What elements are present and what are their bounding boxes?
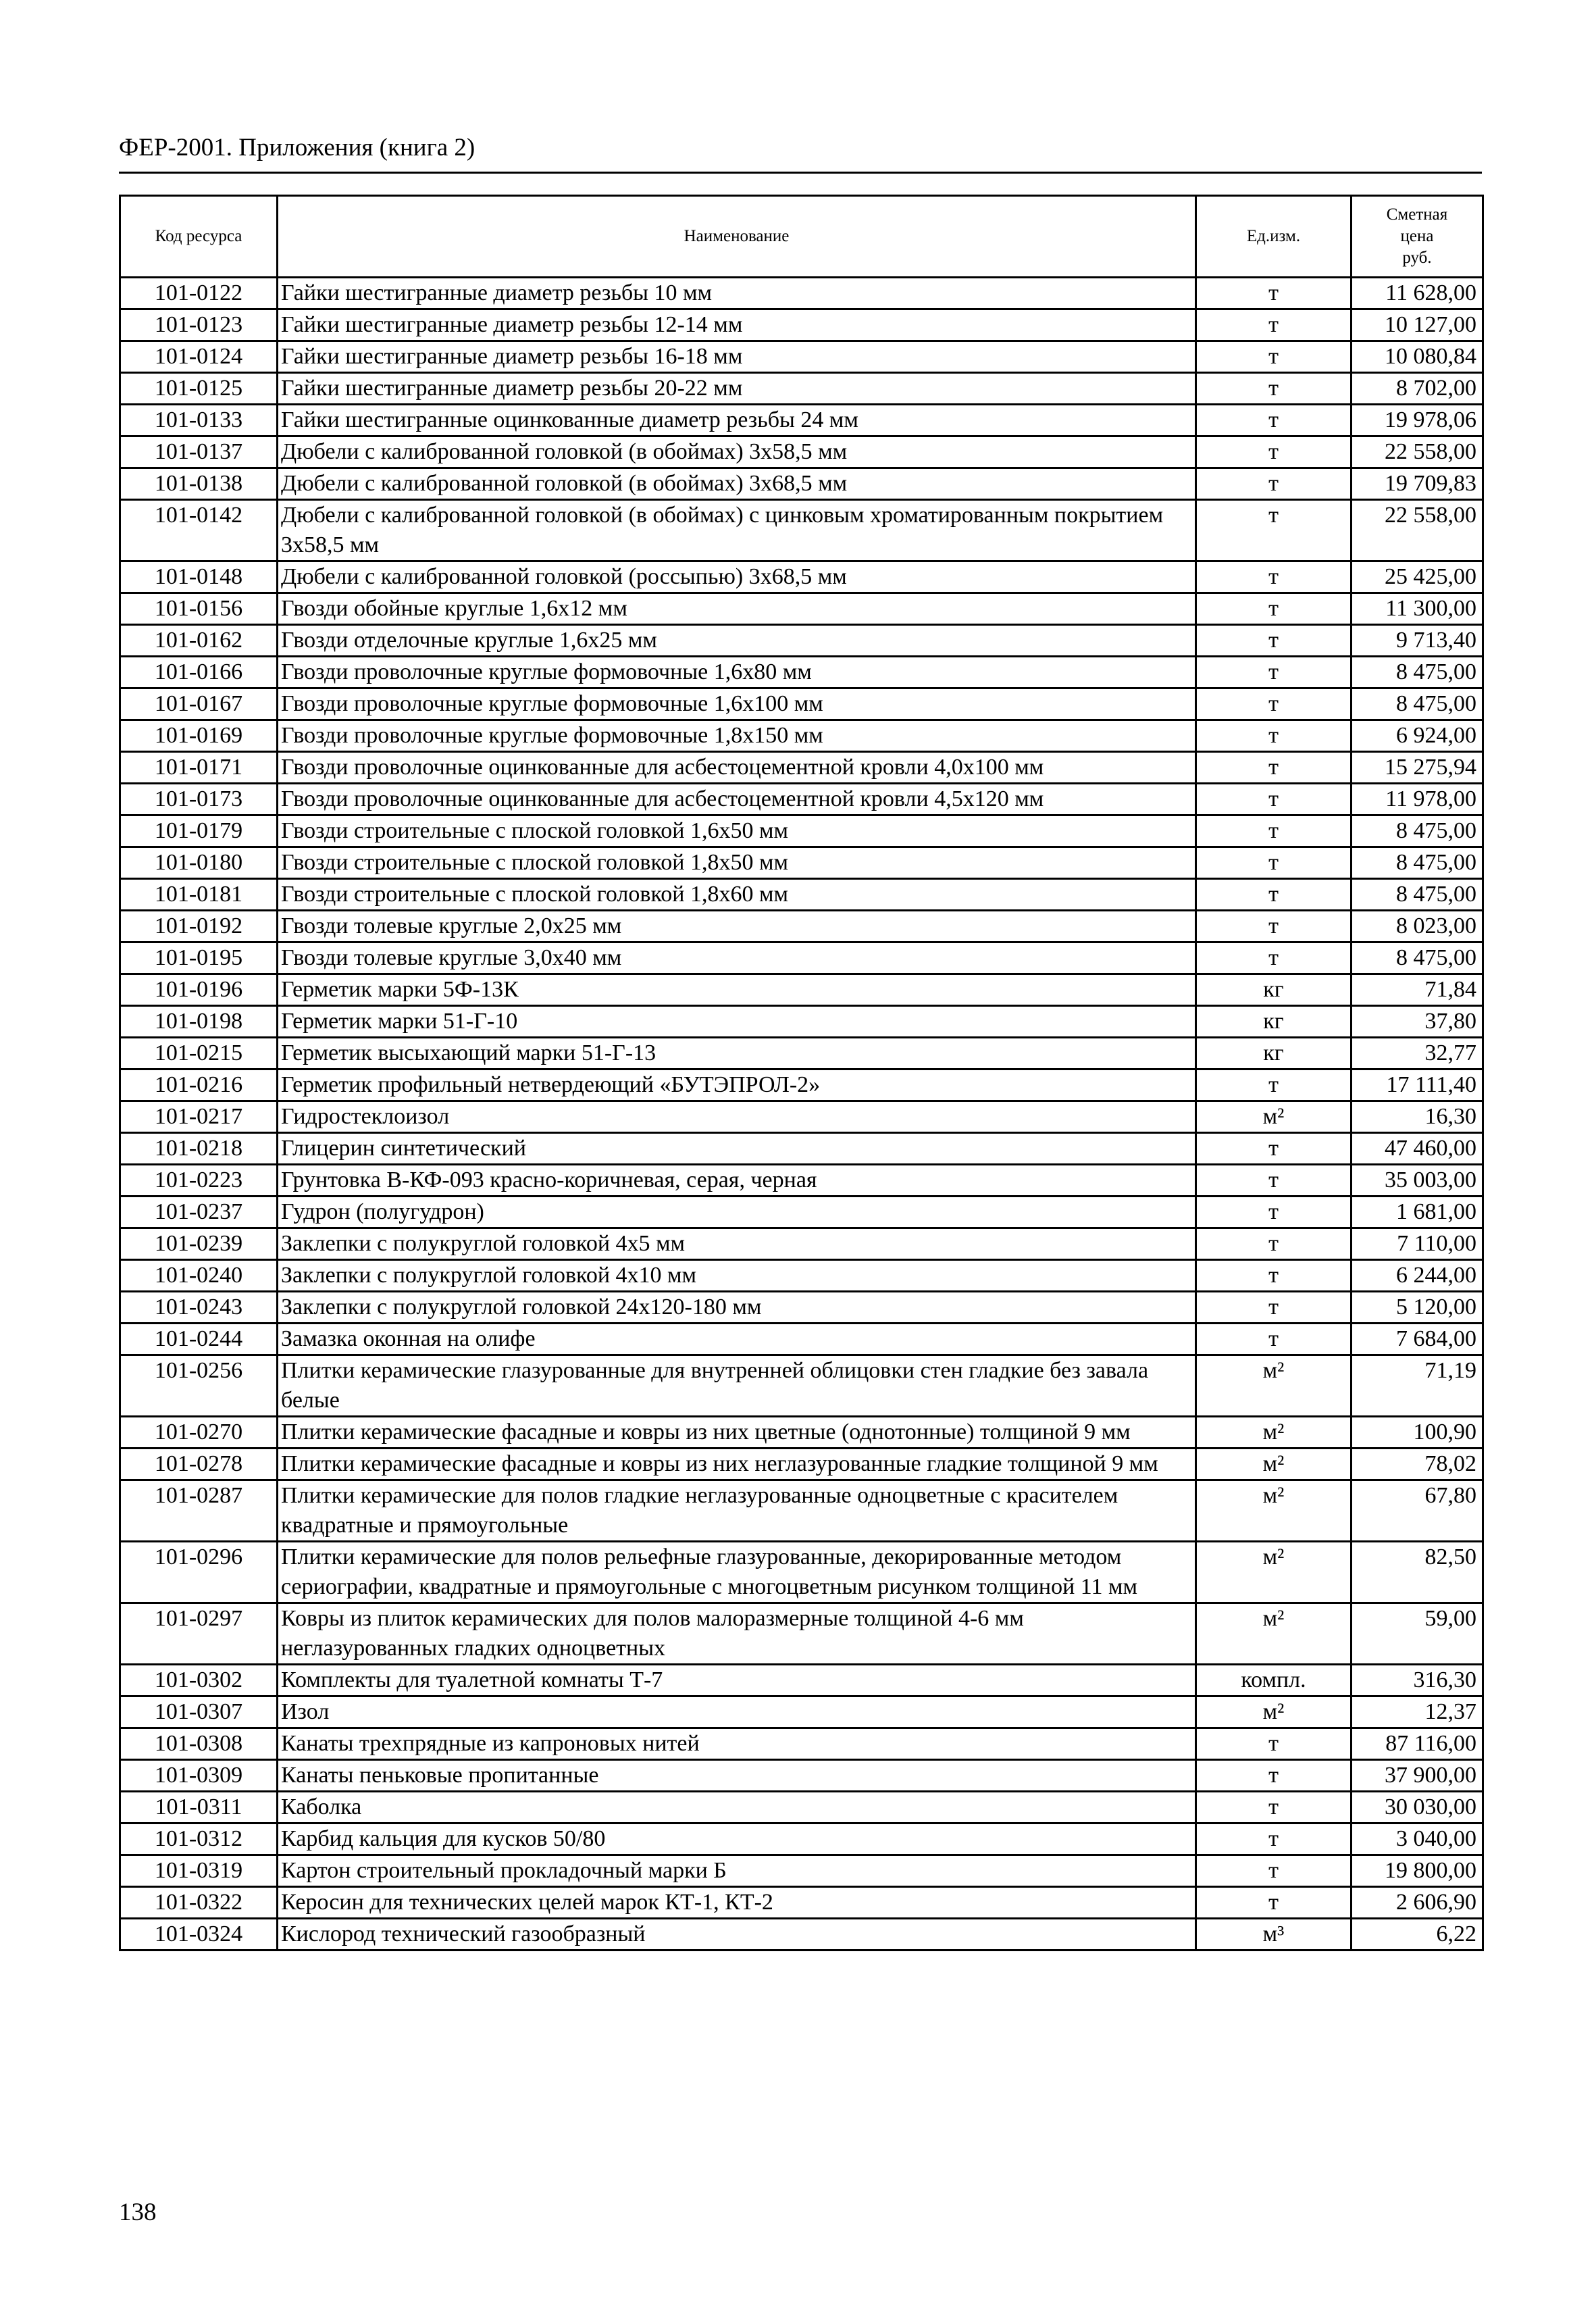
cell-name: Герметик марки 5Ф-13К bbox=[278, 974, 1196, 1006]
page-number: 138 bbox=[119, 2198, 157, 2226]
cell-name: Гайки шестигранные диаметр резьбы 12-14 мм bbox=[278, 309, 1196, 341]
table-row bbox=[120, 1728, 1483, 1760]
cell-unit: кг bbox=[1196, 1006, 1352, 1038]
cell-unit: т bbox=[1196, 1292, 1352, 1324]
cell-name: Каболка bbox=[278, 1792, 1196, 1823]
cell-price: 2 606,90 bbox=[1352, 1887, 1483, 1919]
table-row bbox=[120, 1696, 1483, 1728]
cell-unit: м² bbox=[1196, 1417, 1352, 1449]
cell-price: 8 475,00 bbox=[1352, 688, 1483, 720]
table-row bbox=[120, 468, 1483, 500]
table-row bbox=[120, 1101, 1483, 1133]
table-row bbox=[120, 1038, 1483, 1070]
cell-name: Герметик марки 51-Г-10 bbox=[278, 1006, 1196, 1038]
cell-unit: м² bbox=[1196, 1603, 1352, 1665]
cell-price: 22 558,00 bbox=[1352, 436, 1483, 468]
cell-unit: т bbox=[1196, 341, 1352, 373]
cell-name: Заклепки с полукруглой головкой 4х10 мм bbox=[278, 1260, 1196, 1292]
cell-price: 37 900,00 bbox=[1352, 1760, 1483, 1792]
cell-name: Картон строительный прокладочный марки Б bbox=[278, 1855, 1196, 1887]
table-row bbox=[120, 974, 1483, 1006]
table-row bbox=[120, 815, 1483, 847]
table-row bbox=[120, 1887, 1483, 1919]
cell-code: 101-0308 bbox=[120, 1728, 278, 1760]
table-row bbox=[120, 1919, 1483, 1951]
cell-unit: т bbox=[1196, 1792, 1352, 1823]
cell-name: Ковры из плиток керамических для полов малоразмерные толщиной 4-6 мм неглазурованных гладких одноцветных bbox=[278, 1603, 1196, 1665]
cell-code: 101-0138 bbox=[120, 468, 278, 500]
cell-code: 101-0243 bbox=[120, 1292, 278, 1324]
cell-unit: т bbox=[1196, 1728, 1352, 1760]
cell-name: Гвозди проволочные оцинкованные для асбестоцементной кровли 4,0х100 мм bbox=[278, 752, 1196, 784]
cell-name: Комплекты для туалетной комнаты Т-7 bbox=[278, 1665, 1196, 1696]
cell-name: Замазка оконная на олифе bbox=[278, 1324, 1196, 1355]
cell-price: 8 475,00 bbox=[1352, 657, 1483, 688]
cell-unit: т bbox=[1196, 405, 1352, 436]
cell-unit: кг bbox=[1196, 1038, 1352, 1070]
table-row bbox=[120, 1133, 1483, 1165]
cell-price: 71,19 bbox=[1352, 1355, 1483, 1417]
cell-unit: т bbox=[1196, 1855, 1352, 1887]
table-row bbox=[120, 1542, 1483, 1603]
cell-unit: т bbox=[1196, 500, 1352, 561]
cell-unit: т bbox=[1196, 561, 1352, 593]
cell-name: Гайки шестигранные диаметр резьбы 16-18 мм bbox=[278, 341, 1196, 373]
cell-unit: м² bbox=[1196, 1101, 1352, 1133]
cell-code: 101-0123 bbox=[120, 309, 278, 341]
column-header-price-line1: Сметная bbox=[1386, 205, 1448, 224]
cell-name: Плитки керамические фасадные и ковры из них цветные (однотонные) толщиной 9 мм bbox=[278, 1417, 1196, 1449]
cell-price: 12,37 bbox=[1352, 1696, 1483, 1728]
cell-code: 101-0324 bbox=[120, 1919, 278, 1951]
cell-price: 8 702,00 bbox=[1352, 373, 1483, 405]
cell-name: Гвозди проволочные круглые формовочные 1,6х80 мм bbox=[278, 657, 1196, 688]
table-row bbox=[120, 561, 1483, 593]
cell-price: 8 475,00 bbox=[1352, 942, 1483, 974]
cell-price: 9 713,40 bbox=[1352, 625, 1483, 657]
cell-price: 10 127,00 bbox=[1352, 309, 1483, 341]
table-row bbox=[120, 784, 1483, 815]
cell-code: 101-0256 bbox=[120, 1355, 278, 1417]
column-header-code: Код ресурса bbox=[120, 196, 278, 278]
cell-name: Гвозди толевые круглые 3,0х40 мм bbox=[278, 942, 1196, 974]
cell-unit: т bbox=[1196, 625, 1352, 657]
cell-unit: т bbox=[1196, 1070, 1352, 1101]
cell-code: 101-0181 bbox=[120, 879, 278, 911]
cell-code: 101-0319 bbox=[120, 1855, 278, 1887]
cell-unit: т bbox=[1196, 468, 1352, 500]
cell-name: Глицерин синтетический bbox=[278, 1133, 1196, 1165]
table-row bbox=[120, 278, 1483, 309]
cell-name: Изол bbox=[278, 1696, 1196, 1728]
table-row bbox=[120, 1480, 1483, 1542]
cell-unit: т bbox=[1196, 1228, 1352, 1260]
cell-price: 17 111,40 bbox=[1352, 1070, 1483, 1101]
cell-code: 101-0223 bbox=[120, 1165, 278, 1197]
table-row bbox=[120, 847, 1483, 879]
cell-code: 101-0296 bbox=[120, 1542, 278, 1603]
cell-code: 101-0133 bbox=[120, 405, 278, 436]
table-row bbox=[120, 1760, 1483, 1792]
cell-name: Плитки керамические для полов рельефные глазурованные, декорированные методом сериографии, квадратные и прямоугольные с многоцветным рисунком толщиной 11 мм bbox=[278, 1542, 1196, 1603]
table-header-row bbox=[120, 196, 1483, 278]
cell-unit: м² bbox=[1196, 1696, 1352, 1728]
table-row bbox=[120, 341, 1483, 373]
cell-code: 101-0148 bbox=[120, 561, 278, 593]
cell-unit: м² bbox=[1196, 1480, 1352, 1542]
cell-price: 19 978,06 bbox=[1352, 405, 1483, 436]
table-row bbox=[120, 1792, 1483, 1823]
cell-name: Керосин для технических целей марок КТ-1, КТ-2 bbox=[278, 1887, 1196, 1919]
table-row bbox=[120, 1855, 1483, 1887]
cell-name: Грунтовка В-КФ-093 красно-коричневая, серая, черная bbox=[278, 1165, 1196, 1197]
cell-name: Гвозди обойные круглые 1,6х12 мм bbox=[278, 593, 1196, 625]
table-row bbox=[120, 1665, 1483, 1696]
cell-price: 6 924,00 bbox=[1352, 720, 1483, 752]
cell-code: 101-0137 bbox=[120, 436, 278, 468]
cell-unit: т bbox=[1196, 1197, 1352, 1228]
table-row bbox=[120, 1603, 1483, 1665]
cell-price: 11 300,00 bbox=[1352, 593, 1483, 625]
cell-code: 101-0142 bbox=[120, 500, 278, 561]
table-row bbox=[120, 593, 1483, 625]
cell-name: Гвозди проволочные оцинкованные для асбестоцементной кровли 4,5х120 мм bbox=[278, 784, 1196, 815]
cell-name: Гвозди толевые круглые 2,0х25 мм bbox=[278, 911, 1196, 942]
cell-code: 101-0217 bbox=[120, 1101, 278, 1133]
cell-code: 101-0179 bbox=[120, 815, 278, 847]
cell-name: Гайки шестигранные оцинкованные диаметр резьбы 24 мм bbox=[278, 405, 1196, 436]
column-header-price-line2: цена bbox=[1400, 227, 1434, 245]
column-header-name: Наименование bbox=[278, 196, 1196, 278]
table-row bbox=[120, 309, 1483, 341]
cell-price: 11 628,00 bbox=[1352, 278, 1483, 309]
table-row bbox=[120, 405, 1483, 436]
cell-price: 37,80 bbox=[1352, 1006, 1483, 1038]
cell-code: 101-0239 bbox=[120, 1228, 278, 1260]
cell-unit: т bbox=[1196, 309, 1352, 341]
cell-name: Канаты трехпрядные из капроновых нитей bbox=[278, 1728, 1196, 1760]
table-row bbox=[120, 1260, 1483, 1292]
cell-code: 101-0287 bbox=[120, 1480, 278, 1542]
cell-code: 101-0311 bbox=[120, 1792, 278, 1823]
table-row bbox=[120, 752, 1483, 784]
cell-unit: т bbox=[1196, 657, 1352, 688]
cell-price: 78,02 bbox=[1352, 1449, 1483, 1480]
cell-name: Дюбели с калиброванной головкой (в обоймах) 3х68,5 мм bbox=[278, 468, 1196, 500]
cell-name: Заклепки с полукруглой головкой 24х120-180 мм bbox=[278, 1292, 1196, 1324]
header-rule bbox=[119, 172, 1482, 174]
cell-price: 1 681,00 bbox=[1352, 1197, 1483, 1228]
cell-price: 316,30 bbox=[1352, 1665, 1483, 1696]
cell-price: 6,22 bbox=[1352, 1919, 1483, 1951]
cell-name: Плитки керамические фасадные и ковры из них неглазурованные гладкие толщиной 9 мм bbox=[278, 1449, 1196, 1480]
cell-name: Дюбели с калиброванной головкой (россыпью) 3х68,5 мм bbox=[278, 561, 1196, 593]
cell-code: 101-0198 bbox=[120, 1006, 278, 1038]
cell-name: Заклепки с полукруглой головкой 4х5 мм bbox=[278, 1228, 1196, 1260]
cell-price: 22 558,00 bbox=[1352, 500, 1483, 561]
cell-name: Гудрон (полугудрон) bbox=[278, 1197, 1196, 1228]
cell-price: 8 475,00 bbox=[1352, 879, 1483, 911]
cell-code: 101-0196 bbox=[120, 974, 278, 1006]
cell-code: 101-0192 bbox=[120, 911, 278, 942]
table-row bbox=[120, 657, 1483, 688]
table-row bbox=[120, 688, 1483, 720]
cell-code: 101-0307 bbox=[120, 1696, 278, 1728]
cell-code: 101-0122 bbox=[120, 278, 278, 309]
table-row bbox=[120, 720, 1483, 752]
cell-code: 101-0167 bbox=[120, 688, 278, 720]
cell-unit: т bbox=[1196, 436, 1352, 468]
cell-unit: т bbox=[1196, 1887, 1352, 1919]
cell-unit: т bbox=[1196, 1133, 1352, 1165]
cell-unit: т bbox=[1196, 752, 1352, 784]
cell-price: 6 244,00 bbox=[1352, 1260, 1483, 1292]
cell-name: Кислород технический газообразный bbox=[278, 1919, 1196, 1951]
cell-code: 101-0278 bbox=[120, 1449, 278, 1480]
cell-code: 101-0173 bbox=[120, 784, 278, 815]
table-row bbox=[120, 625, 1483, 657]
table-row bbox=[120, 1197, 1483, 1228]
cell-code: 101-0244 bbox=[120, 1324, 278, 1355]
cell-price: 32,77 bbox=[1352, 1038, 1483, 1070]
table-row bbox=[120, 1823, 1483, 1855]
cell-code: 101-0169 bbox=[120, 720, 278, 752]
cell-unit: т bbox=[1196, 942, 1352, 974]
cell-unit: т bbox=[1196, 1324, 1352, 1355]
column-header-price-line3: руб. bbox=[1402, 249, 1432, 267]
cell-unit: т bbox=[1196, 373, 1352, 405]
cell-price: 8 475,00 bbox=[1352, 815, 1483, 847]
cell-name: Гвозди строительные с плоской головкой 1,8х50 мм bbox=[278, 847, 1196, 879]
cell-price: 7 684,00 bbox=[1352, 1324, 1483, 1355]
cell-name: Гайки шестигранные диаметр резьбы 10 мм bbox=[278, 278, 1196, 309]
cell-code: 101-0218 bbox=[120, 1133, 278, 1165]
column-header-price bbox=[1352, 196, 1483, 278]
table-row bbox=[120, 1165, 1483, 1197]
cell-code: 101-0195 bbox=[120, 942, 278, 974]
cell-price: 82,50 bbox=[1352, 1542, 1483, 1603]
cell-name: Гвозди строительные с плоской головкой 1,6х50 мм bbox=[278, 815, 1196, 847]
cell-code: 101-0302 bbox=[120, 1665, 278, 1696]
cell-name: Герметик профильный нетвердеющий «БУТЭПРОЛ-2» bbox=[278, 1070, 1196, 1101]
cell-unit: м² bbox=[1196, 1449, 1352, 1480]
table-row bbox=[120, 1292, 1483, 1324]
table-body bbox=[120, 278, 1483, 1951]
cell-name: Канаты пеньковые пропитанные bbox=[278, 1760, 1196, 1792]
cell-unit: кг bbox=[1196, 974, 1352, 1006]
cell-unit: т bbox=[1196, 1760, 1352, 1792]
cell-unit: т bbox=[1196, 911, 1352, 942]
cell-price: 8 475,00 bbox=[1352, 847, 1483, 879]
cell-unit: т bbox=[1196, 720, 1352, 752]
cell-unit: м² bbox=[1196, 1355, 1352, 1417]
cell-price: 71,84 bbox=[1352, 974, 1483, 1006]
cell-code: 101-0166 bbox=[120, 657, 278, 688]
cell-code: 101-0297 bbox=[120, 1603, 278, 1665]
cell-price: 30 030,00 bbox=[1352, 1792, 1483, 1823]
cell-price: 7 110,00 bbox=[1352, 1228, 1483, 1260]
cell-unit: т bbox=[1196, 847, 1352, 879]
cell-price: 35 003,00 bbox=[1352, 1165, 1483, 1197]
cell-price: 100,90 bbox=[1352, 1417, 1483, 1449]
page-header: ФЕР-2001. Приложения (книга 2) bbox=[119, 134, 475, 161]
cell-name: Гвозди отделочные круглые 1,6х25 мм bbox=[278, 625, 1196, 657]
cell-unit: м³ bbox=[1196, 1919, 1352, 1951]
cell-name: Гвозди строительные с плоской головкой 1,8х60 мм bbox=[278, 879, 1196, 911]
cell-price: 19 800,00 bbox=[1352, 1855, 1483, 1887]
cell-name: Дюбели с калиброванной головкой (в обоймах) с цинковым хроматированным покрытием 3х58,5 мм bbox=[278, 500, 1196, 561]
table-row bbox=[120, 879, 1483, 911]
cell-code: 101-0270 bbox=[120, 1417, 278, 1449]
cell-name: Гайки шестигранные диаметр резьбы 20-22 мм bbox=[278, 373, 1196, 405]
cell-code: 101-0180 bbox=[120, 847, 278, 879]
cell-code: 101-0216 bbox=[120, 1070, 278, 1101]
table-row bbox=[120, 1449, 1483, 1480]
cell-price: 15 275,94 bbox=[1352, 752, 1483, 784]
cell-unit: т bbox=[1196, 593, 1352, 625]
cell-price: 11 978,00 bbox=[1352, 784, 1483, 815]
cell-name: Дюбели с калиброванной головкой (в обоймах) 3х58,5 мм bbox=[278, 436, 1196, 468]
cell-code: 101-0125 bbox=[120, 373, 278, 405]
cell-unit: т bbox=[1196, 688, 1352, 720]
cell-name: Гвозди проволочные круглые формовочные 1,6х100 мм bbox=[278, 688, 1196, 720]
table-row bbox=[120, 911, 1483, 942]
cell-code: 101-0240 bbox=[120, 1260, 278, 1292]
cell-unit: т bbox=[1196, 879, 1352, 911]
table-row bbox=[120, 1006, 1483, 1038]
cell-code: 101-0171 bbox=[120, 752, 278, 784]
table-row bbox=[120, 436, 1483, 468]
cell-price: 5 120,00 bbox=[1352, 1292, 1483, 1324]
cell-code: 101-0312 bbox=[120, 1823, 278, 1855]
cell-unit: т bbox=[1196, 1165, 1352, 1197]
cell-price: 67,80 bbox=[1352, 1480, 1483, 1542]
table-row bbox=[120, 500, 1483, 561]
cell-price: 87 116,00 bbox=[1352, 1728, 1483, 1760]
cell-name: Герметик высыхающий марки 51-Г-13 bbox=[278, 1038, 1196, 1070]
cell-price: 10 080,84 bbox=[1352, 341, 1483, 373]
table-row bbox=[120, 373, 1483, 405]
cell-price: 3 040,00 bbox=[1352, 1823, 1483, 1855]
cell-unit: т bbox=[1196, 784, 1352, 815]
cell-price: 59,00 bbox=[1352, 1603, 1483, 1665]
cell-code: 101-0124 bbox=[120, 341, 278, 373]
table-row bbox=[120, 1228, 1483, 1260]
cell-code: 101-0162 bbox=[120, 625, 278, 657]
table-row bbox=[120, 1070, 1483, 1101]
cell-code: 101-0215 bbox=[120, 1038, 278, 1070]
cell-unit: компл. bbox=[1196, 1665, 1352, 1696]
cell-name: Гвозди проволочные круглые формовочные 1,8х150 мм bbox=[278, 720, 1196, 752]
cell-unit: м² bbox=[1196, 1542, 1352, 1603]
cell-code: 101-0322 bbox=[120, 1887, 278, 1919]
cell-price: 47 460,00 bbox=[1352, 1133, 1483, 1165]
cell-name: Плитки керамические глазурованные для внутренней облицовки стен гладкие без завала белые bbox=[278, 1355, 1196, 1417]
table-row bbox=[120, 942, 1483, 974]
table-row bbox=[120, 1355, 1483, 1417]
cell-code: 101-0156 bbox=[120, 593, 278, 625]
cell-name: Гидростеклоизол bbox=[278, 1101, 1196, 1133]
cell-unit: т bbox=[1196, 1823, 1352, 1855]
cell-unit: т bbox=[1196, 1260, 1352, 1292]
cell-price: 19 709,83 bbox=[1352, 468, 1483, 500]
cell-price: 25 425,00 bbox=[1352, 561, 1483, 593]
table-row bbox=[120, 1417, 1483, 1449]
cell-price: 8 023,00 bbox=[1352, 911, 1483, 942]
cell-unit: т bbox=[1196, 815, 1352, 847]
cell-name: Плитки керамические для полов гладкие неглазурованные одноцветные с красителем квадратные и прямоугольные bbox=[278, 1480, 1196, 1542]
cell-name: Карбид кальция для кусков 50/80 bbox=[278, 1823, 1196, 1855]
cell-code: 101-0237 bbox=[120, 1197, 278, 1228]
column-header-unit: Ед.изм. bbox=[1196, 196, 1352, 278]
resource-price-table bbox=[119, 195, 1484, 1951]
cell-unit: т bbox=[1196, 278, 1352, 309]
cell-code: 101-0309 bbox=[120, 1760, 278, 1792]
cell-price: 16,30 bbox=[1352, 1101, 1483, 1133]
table-row bbox=[120, 1324, 1483, 1355]
